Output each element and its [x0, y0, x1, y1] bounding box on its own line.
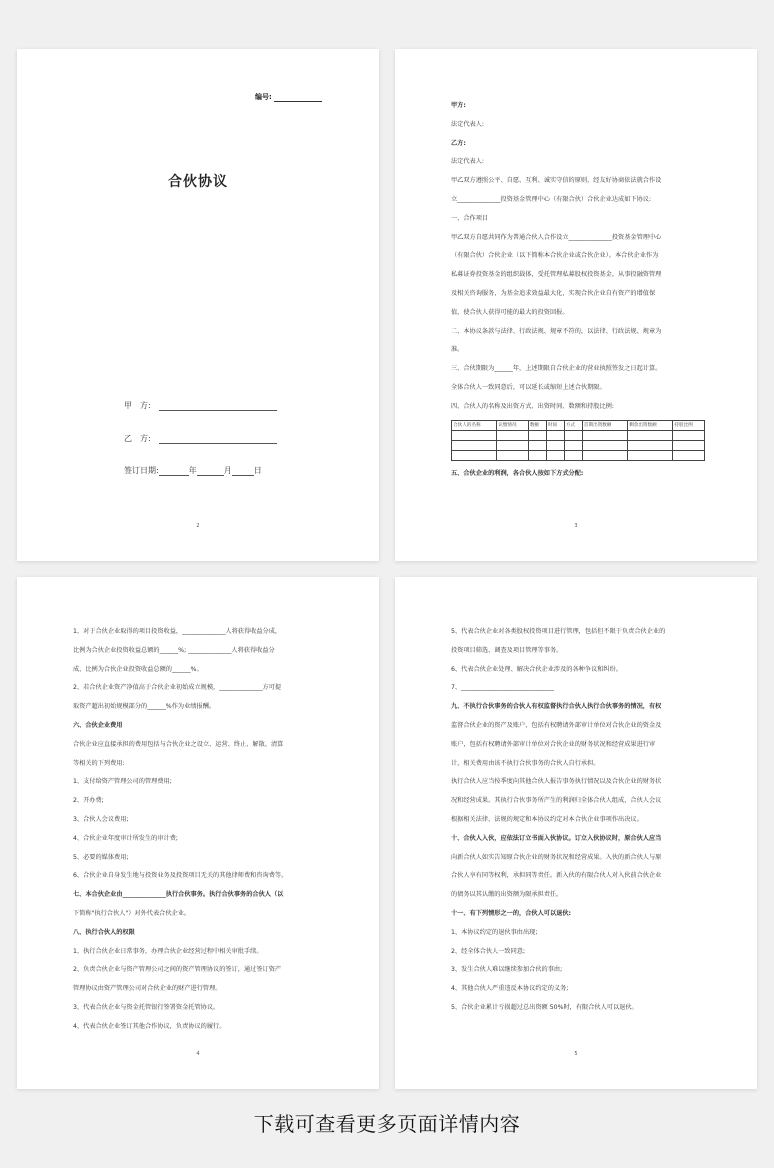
download-prompt[interactable]: 下载可查看更多页面详情内容 — [253, 1112, 521, 1136]
text-line: 九、不执行合伙事务的合伙人有权监督执行合伙人执行合伙事务的情况，有权 — [451, 703, 662, 711]
text-line: 的债务以其认缴的出资额为限承担责任。 — [451, 891, 563, 899]
text-line: 5、合伙企业累计亏损超过总出资额 50%时，有限合伙人可以退伙。 — [451, 1003, 638, 1011]
table-cell — [452, 450, 497, 460]
table-cell — [452, 440, 497, 450]
table-cell — [546, 440, 564, 450]
text-line: 十一、有下列情形之一的，合伙人可以退伙: — [451, 909, 572, 917]
party-b-label: 乙 方: — [124, 434, 151, 443]
document-title: 合伙协议 — [168, 174, 228, 190]
table-cell — [582, 450, 627, 460]
text-line: 况和经营成果。其执行合伙事务所产生的利润归全体合伙人组成，合伙人会议 — [451, 797, 662, 805]
table-cell — [673, 450, 705, 460]
table-cell — [673, 440, 705, 450]
text-line: 2、经全体合伙人一致同意; — [451, 947, 526, 955]
text-line: 比例为合伙企业投资收益总额的______%; ______________人将获得收益分 — [73, 646, 275, 654]
document-page-3 — [17, 577, 379, 1089]
table-cell — [528, 450, 546, 460]
page-number: 4 — [196, 1051, 200, 1057]
text-line: 甲乙双方自愿共同作为普通合伙人合作设立______________投资基金管理中心 — [451, 233, 662, 241]
text-line: 投资项目筛选、调查及项目管理等事务。 — [451, 646, 563, 654]
text-line: 全体合伙人一致同意后，可以延长或缩短上述合伙期限。 — [451, 383, 606, 391]
document-page-cover — [17, 49, 379, 561]
text-line: 法定代表人: — [451, 120, 485, 128]
document-page-2 — [395, 49, 757, 561]
text-line: 执行合伙人应当按季度向其他合伙人报告事务执行情况以及合伙企业的财务状 — [451, 778, 662, 786]
text-line: 1、本协议约定的退伙事由出现; — [451, 928, 538, 936]
text-line: 十、合伙人入伙，应依法订立书面入伙协议。订立入伙协议时，原合伙人应当 — [451, 834, 662, 842]
day-blank — [232, 475, 254, 476]
text-line: 管理协议由资产管理公司对合伙企业的财产进行管理。 — [73, 985, 222, 993]
text-line: 三、合伙期限为______年，上述期限自合伙企业的营业执照签发之日起计算。 — [451, 365, 662, 373]
year-blank — [159, 475, 189, 476]
text-line: 合伙企业应直接承担的费用包括与合伙企业之设立、运营、终止、解散、清算 — [73, 740, 284, 748]
text-line: 3、代表合伙企业与资金托管银行签署资金托管协议。 — [73, 1003, 220, 1011]
investment-table — [451, 420, 705, 461]
table-cell — [564, 450, 582, 460]
text-line: 合伙人享有同等权利，承担同等责任。新入伙的有限合伙人对入伙前合伙企业 — [451, 872, 662, 880]
text-line: 3、发生合伙人难以继续参加合伙的事由; — [451, 966, 563, 974]
table-cell — [628, 450, 673, 460]
text-line: 3、合伙人会议费用; — [73, 815, 129, 823]
page-number: 2 — [196, 523, 200, 529]
serial-blank — [274, 101, 322, 102]
text-line: 向新合伙人如实告知原合伙企业的财务状况和经营成果。入伙的新合伙人与原 — [451, 853, 662, 861]
page-number: 5 — [574, 1051, 578, 1057]
text-line: 根据相关法律、法规的规定和本协议约定对本合伙企业事项作出决议。 — [451, 815, 643, 823]
party-a-label: 甲 方: — [124, 401, 151, 410]
table-cell — [582, 440, 627, 450]
text-line: 五、合伙企业的利润，各合伙人按如下方式分配: — [451, 469, 584, 477]
table-cell — [497, 430, 529, 440]
text-line: 准。 — [451, 346, 464, 354]
page-number: 3 — [574, 523, 578, 529]
table-header-cell: 合伙人的名称 — [452, 420, 497, 430]
party-b-blank — [159, 443, 277, 444]
table-header-cell: 首期出资数额 — [582, 420, 627, 430]
text-line: 七、本合伙企业由______________执行合伙事务。执行合伙事务的合伙人（以 — [73, 891, 284, 899]
table-cell — [546, 450, 564, 460]
table-cell — [452, 430, 497, 440]
text-line: 成，比例为合伙企业投资收益总额的______%。 — [73, 665, 203, 673]
text-line: 法定代表人: — [451, 158, 485, 166]
text-line: 立______________投资基金管理中心（有限合伙）合伙企业达成如下协议: — [451, 195, 652, 203]
text-line: 4、合伙企业年度审计所发生的审计费; — [73, 834, 179, 842]
serial-label: 编号: — [255, 93, 272, 101]
document-page-4 — [395, 577, 757, 1089]
table-cell — [564, 430, 582, 440]
text-line: 取资产超出初始规模部分的______%作为业绩报酬。 — [73, 703, 216, 711]
table-row — [452, 450, 705, 460]
table-cell — [528, 440, 546, 450]
text-line: 甲方: — [451, 102, 466, 109]
text-line: （有限合伙）合伙企业（以下简称本合伙企业或合伙企业）。本合伙企业作为 — [451, 252, 659, 260]
serial-number — [255, 92, 322, 102]
table-row — [452, 440, 705, 450]
text-line: 5、代表合伙企业对各类股权投资项目进行管理，包括但不限于负责合伙企业的 — [451, 628, 666, 635]
text-line: 等相关的下列费用: — [73, 759, 125, 767]
text-line: 六、合伙企业费用 — [73, 721, 123, 729]
table-header-cell: 数额 — [528, 420, 546, 430]
month-label: 月 — [223, 466, 232, 475]
table-header-cell: 方式 — [564, 420, 582, 430]
text-line: 私募证券投资基金的组织载体，受托管理私募股权投资基金，从事投融资管理 — [451, 271, 662, 279]
text-line: 1、执行合伙企业日常事务，办理合伙企业经营过程中相关审批手续。 — [73, 947, 263, 955]
text-line: 账户，包括有权聘请外部审计单位对合伙企业的财务状况和经营成果进行审 — [451, 740, 656, 748]
text-line: 四、合伙人的名称及出资方式、出资时间、数额和持股比例: — [451, 402, 614, 410]
text-line: 监督合伙企业的资产及账户，包括有权聘请外部审计单位对合伙企业的资金及 — [451, 721, 662, 729]
text-line: 4、其他合伙人严重违反本协议约定的义务; — [451, 985, 569, 993]
party-b-row — [124, 433, 277, 444]
text-line: 5、必要的媒体费用; — [73, 853, 129, 861]
text-line: 2、开办费; — [73, 797, 104, 805]
table-cell — [497, 450, 529, 460]
table-header-cell: 持股比例 — [673, 420, 705, 430]
text-line: 计，相关费用由该不执行合伙事务的合伙人自行承担。 — [451, 759, 600, 767]
table-cell — [528, 430, 546, 440]
sign-date-row — [124, 465, 262, 476]
text-line: 6、代表合伙企业处理、解决合伙企业涉及的各种争议和纠纷。 — [451, 665, 622, 673]
party-a-row — [124, 400, 277, 411]
table-header-cell: 剩余出资数额 — [628, 420, 673, 430]
text-line: 6、合伙企业自身发生地与投资业务及投资项目无关的其他律师费和咨询费等。 — [73, 872, 288, 880]
text-line: 1、支付给资产管理公司的管理费用; — [73, 778, 172, 786]
text-line: 2、负责合伙企业与资产管理公司之间的资产管理协议的签订，通过签订资产 — [73, 966, 282, 974]
table-cell — [564, 440, 582, 450]
table-cell — [628, 430, 673, 440]
table-cell — [582, 430, 627, 440]
sign-date-label: 签订日期: — [124, 466, 159, 475]
table-cell — [628, 440, 673, 450]
text-line: 乙方: — [451, 139, 466, 147]
text-line: 7、______________________________ — [451, 684, 554, 692]
table-cell — [673, 430, 705, 440]
text-line: 1、对于合伙企业取得的项目投资收益，______________人将获得收益分成， — [73, 628, 282, 635]
text-line: 一、合作项目 — [451, 214, 489, 222]
table-row — [452, 430, 705, 440]
text-line: 值，使合伙人获得可能的最大的投资回报。 — [451, 308, 569, 316]
page-body — [451, 623, 705, 1018]
text-line: 及相关咨询服务，为基金追求效益最大化，实现合伙企业自有资产的增值保 — [451, 289, 656, 297]
year-label: 年 — [188, 466, 197, 475]
table-header-cell: 认缴情况 — [497, 420, 529, 430]
page-body — [73, 623, 327, 1037]
table-header-cell: 时间 — [546, 420, 564, 430]
party-a-blank — [159, 410, 277, 411]
day-label: 日 — [253, 466, 262, 475]
table-cell — [497, 440, 529, 450]
table-cell — [546, 430, 564, 440]
text-line: 甲乙双方遵照公平、自愿、互利、诚实守信的原则，经友好协商依法就合作设 — [451, 177, 662, 185]
text-line: 2、若合伙企业资产净值高于合伙企业初始成立规模，______________方可提 — [73, 684, 282, 692]
text-line: 二、本协议条款与法律、行政法规、规章不符的，以法律、行政法规、规章为 — [451, 327, 662, 335]
text-line: 4、代表合伙企业签订其他合作协议，负责协议的履行。 — [73, 1022, 226, 1030]
month-blank — [197, 475, 224, 476]
page-body — [451, 97, 705, 483]
text-line: 八、执行合伙人的权限 — [73, 928, 135, 936]
text-line: 下简称"执行合伙人"）对外代表合伙企业。 — [73, 909, 191, 917]
